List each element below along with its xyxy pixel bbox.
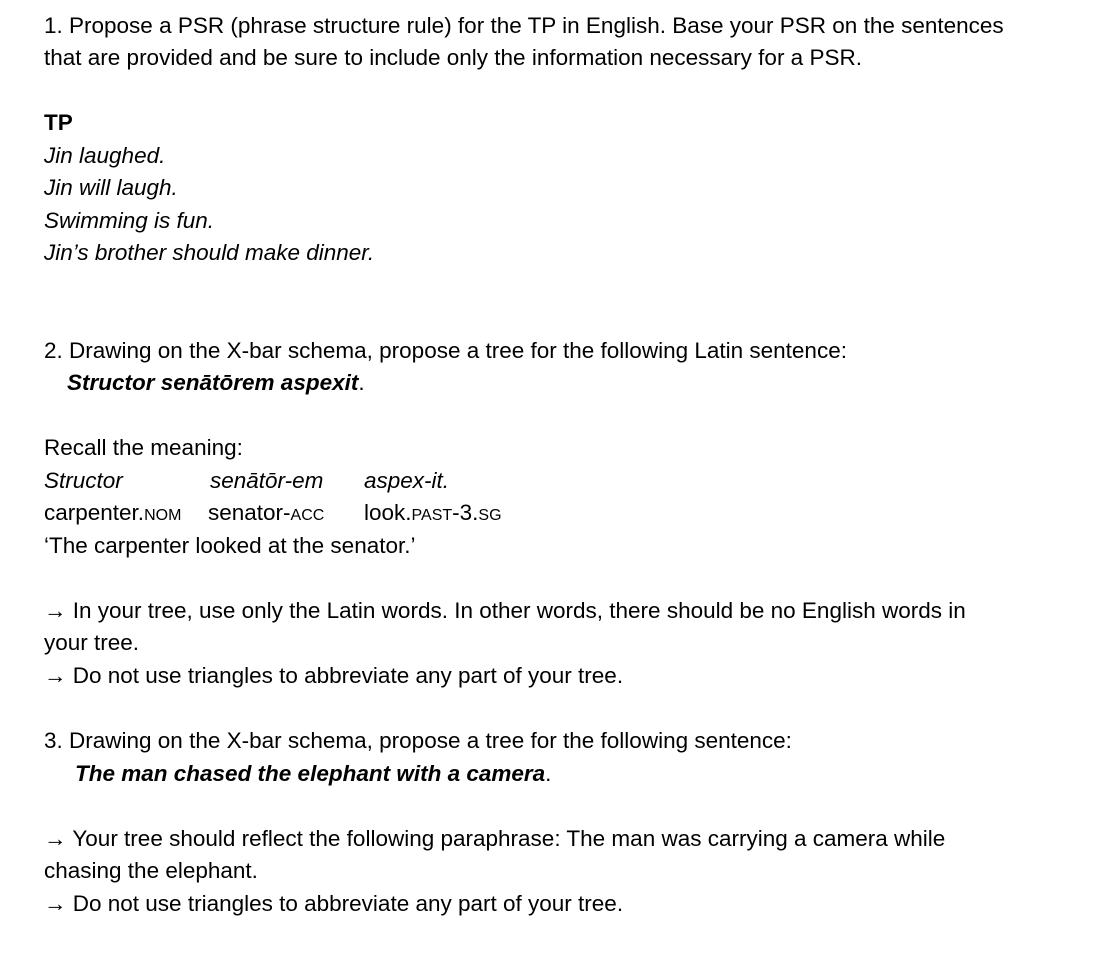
q2-note1-line1: → In your tree, use only the Latin words. In other words, there should be no English words in (44, 598, 966, 623)
gloss-translation-2 (208, 497, 324, 529)
q3-note1-line1: → Your tree should reflect the following paraphrase: The man was carrying a camera while (44, 826, 946, 851)
gloss-1-stem: carpenter. (44, 500, 145, 525)
q2-latin-sentence-period: . (358, 370, 365, 395)
q2-prompt: 2. Drawing on the X-bar schema, propose a tree for the following Latin sentence: (44, 338, 847, 363)
gloss-word-1: Structor (44, 468, 123, 493)
q3-note1-line2: chasing the elephant. (44, 858, 258, 883)
gloss-3-tense: past (411, 500, 453, 525)
q1-sentence-3: Swimming is fun. (44, 208, 215, 233)
q1-sentence-1: Jin laughed. (44, 143, 166, 168)
gloss-1-case: nom (144, 500, 182, 525)
q1-prompt-line2: that are provided and be sure to include only the information necessary for a PSR. (44, 45, 862, 70)
q1-sentence-2: Jin will laugh. (44, 175, 178, 200)
gloss-translation-3 (364, 497, 502, 529)
gloss-3-stem: look. (364, 500, 412, 525)
q2-latin-sentence-text: Structor senātōrem aspexit (67, 370, 359, 395)
gloss-3-person: -3. (452, 500, 479, 525)
q2-translation: ‘The carpenter looked at the senator.’ (44, 533, 416, 558)
q2-note2: → Do not use triangles to abbreviate any part of your tree. (44, 663, 624, 688)
q3-note2: → Do not use triangles to abbreviate any part of your tree. (44, 891, 624, 916)
q2-recall-label: Recall the meaning: (44, 435, 243, 460)
q1-heading: TP (44, 110, 73, 135)
gloss-word-2: senātōr-em (210, 468, 324, 493)
q1-prompt-line1: 1. Propose a PSR (phrase structure rule) for the TP in English. Base your PSR on the sentences (44, 13, 1004, 38)
gloss-2-stem: senator- (208, 500, 291, 525)
q3-sentence-text: The man chased the elephant with a camera (75, 761, 546, 786)
gloss-3-number: sg (478, 500, 502, 525)
gloss-translation-1 (44, 497, 181, 529)
q2-latin-sentence (67, 367, 365, 399)
q3-sentence-period: . (545, 761, 552, 786)
gloss-word-3: aspex-it. (364, 468, 450, 493)
q2-note1-line2: your tree. (44, 630, 140, 655)
gloss-2-case: acc (290, 500, 325, 525)
q3-prompt: 3. Drawing on the X-bar schema, propose a tree for the following sentence: (44, 728, 792, 753)
q3-sentence (75, 758, 551, 790)
q1-sentence-4: Jin’s brother should make dinner. (44, 240, 375, 265)
